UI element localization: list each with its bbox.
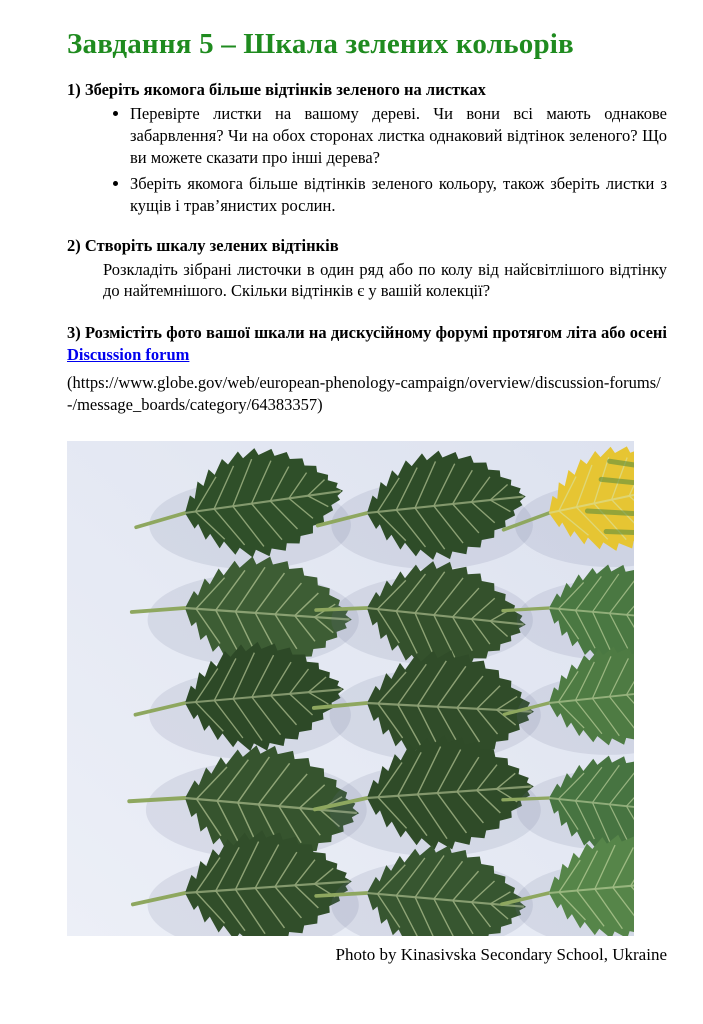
forum-url: (https://www.globe.gov/web/european-phenology-campaign/overview/discussion-forums/-/message_boards/category/64383357) — [67, 372, 661, 414]
bullet-list — [67, 103, 667, 217]
discussion-forum-link[interactable]: Discussion forum — [67, 345, 190, 364]
section-2-paragraph: Розкладіть зібрані листочки в один ряд або по колу від найсвітлішого відтінку до найтемнішого. Скільки відтінків є у вашій колекції? — [103, 259, 667, 301]
section-2-heading: 2) Створіть шкалу зелених відтінків — [67, 235, 339, 255]
bullet-item-1: • Перевірте листки на вашому дереві. Чи вони всі мають однакове забарвлення? Чи на обох сторонах листка однаковий відтінок зеленого? Що ви можете сказати про інші дерева? — [130, 103, 667, 168]
photo-caption: Photo by Kinasivska Secondary School, Ukraine — [335, 945, 667, 965]
page-content — [67, 28, 667, 966]
section-1-heading: 1) Зберіть якомога більше відтінків зеленого на листках — [67, 80, 486, 100]
section-3-heading-text: 3) Розмістіть фото вашої шкали на дискусійному форумі протягом літа або осені — [67, 323, 667, 343]
section-3 — [67, 322, 667, 415]
leaves-photo — [67, 441, 667, 966]
section-1 — [67, 79, 667, 217]
bullet-item-2: • Зберіть якомога більше відтінків зеленого кольору, також зберіть листки з кущів і трав’янистих рослин. — [130, 173, 667, 217]
photo-svg — [67, 441, 634, 936]
section-2 — [67, 235, 667, 302]
section-3-heading — [67, 322, 667, 366]
page-title: Завдання 5 – Шкала зелених кольорів — [67, 28, 574, 60]
